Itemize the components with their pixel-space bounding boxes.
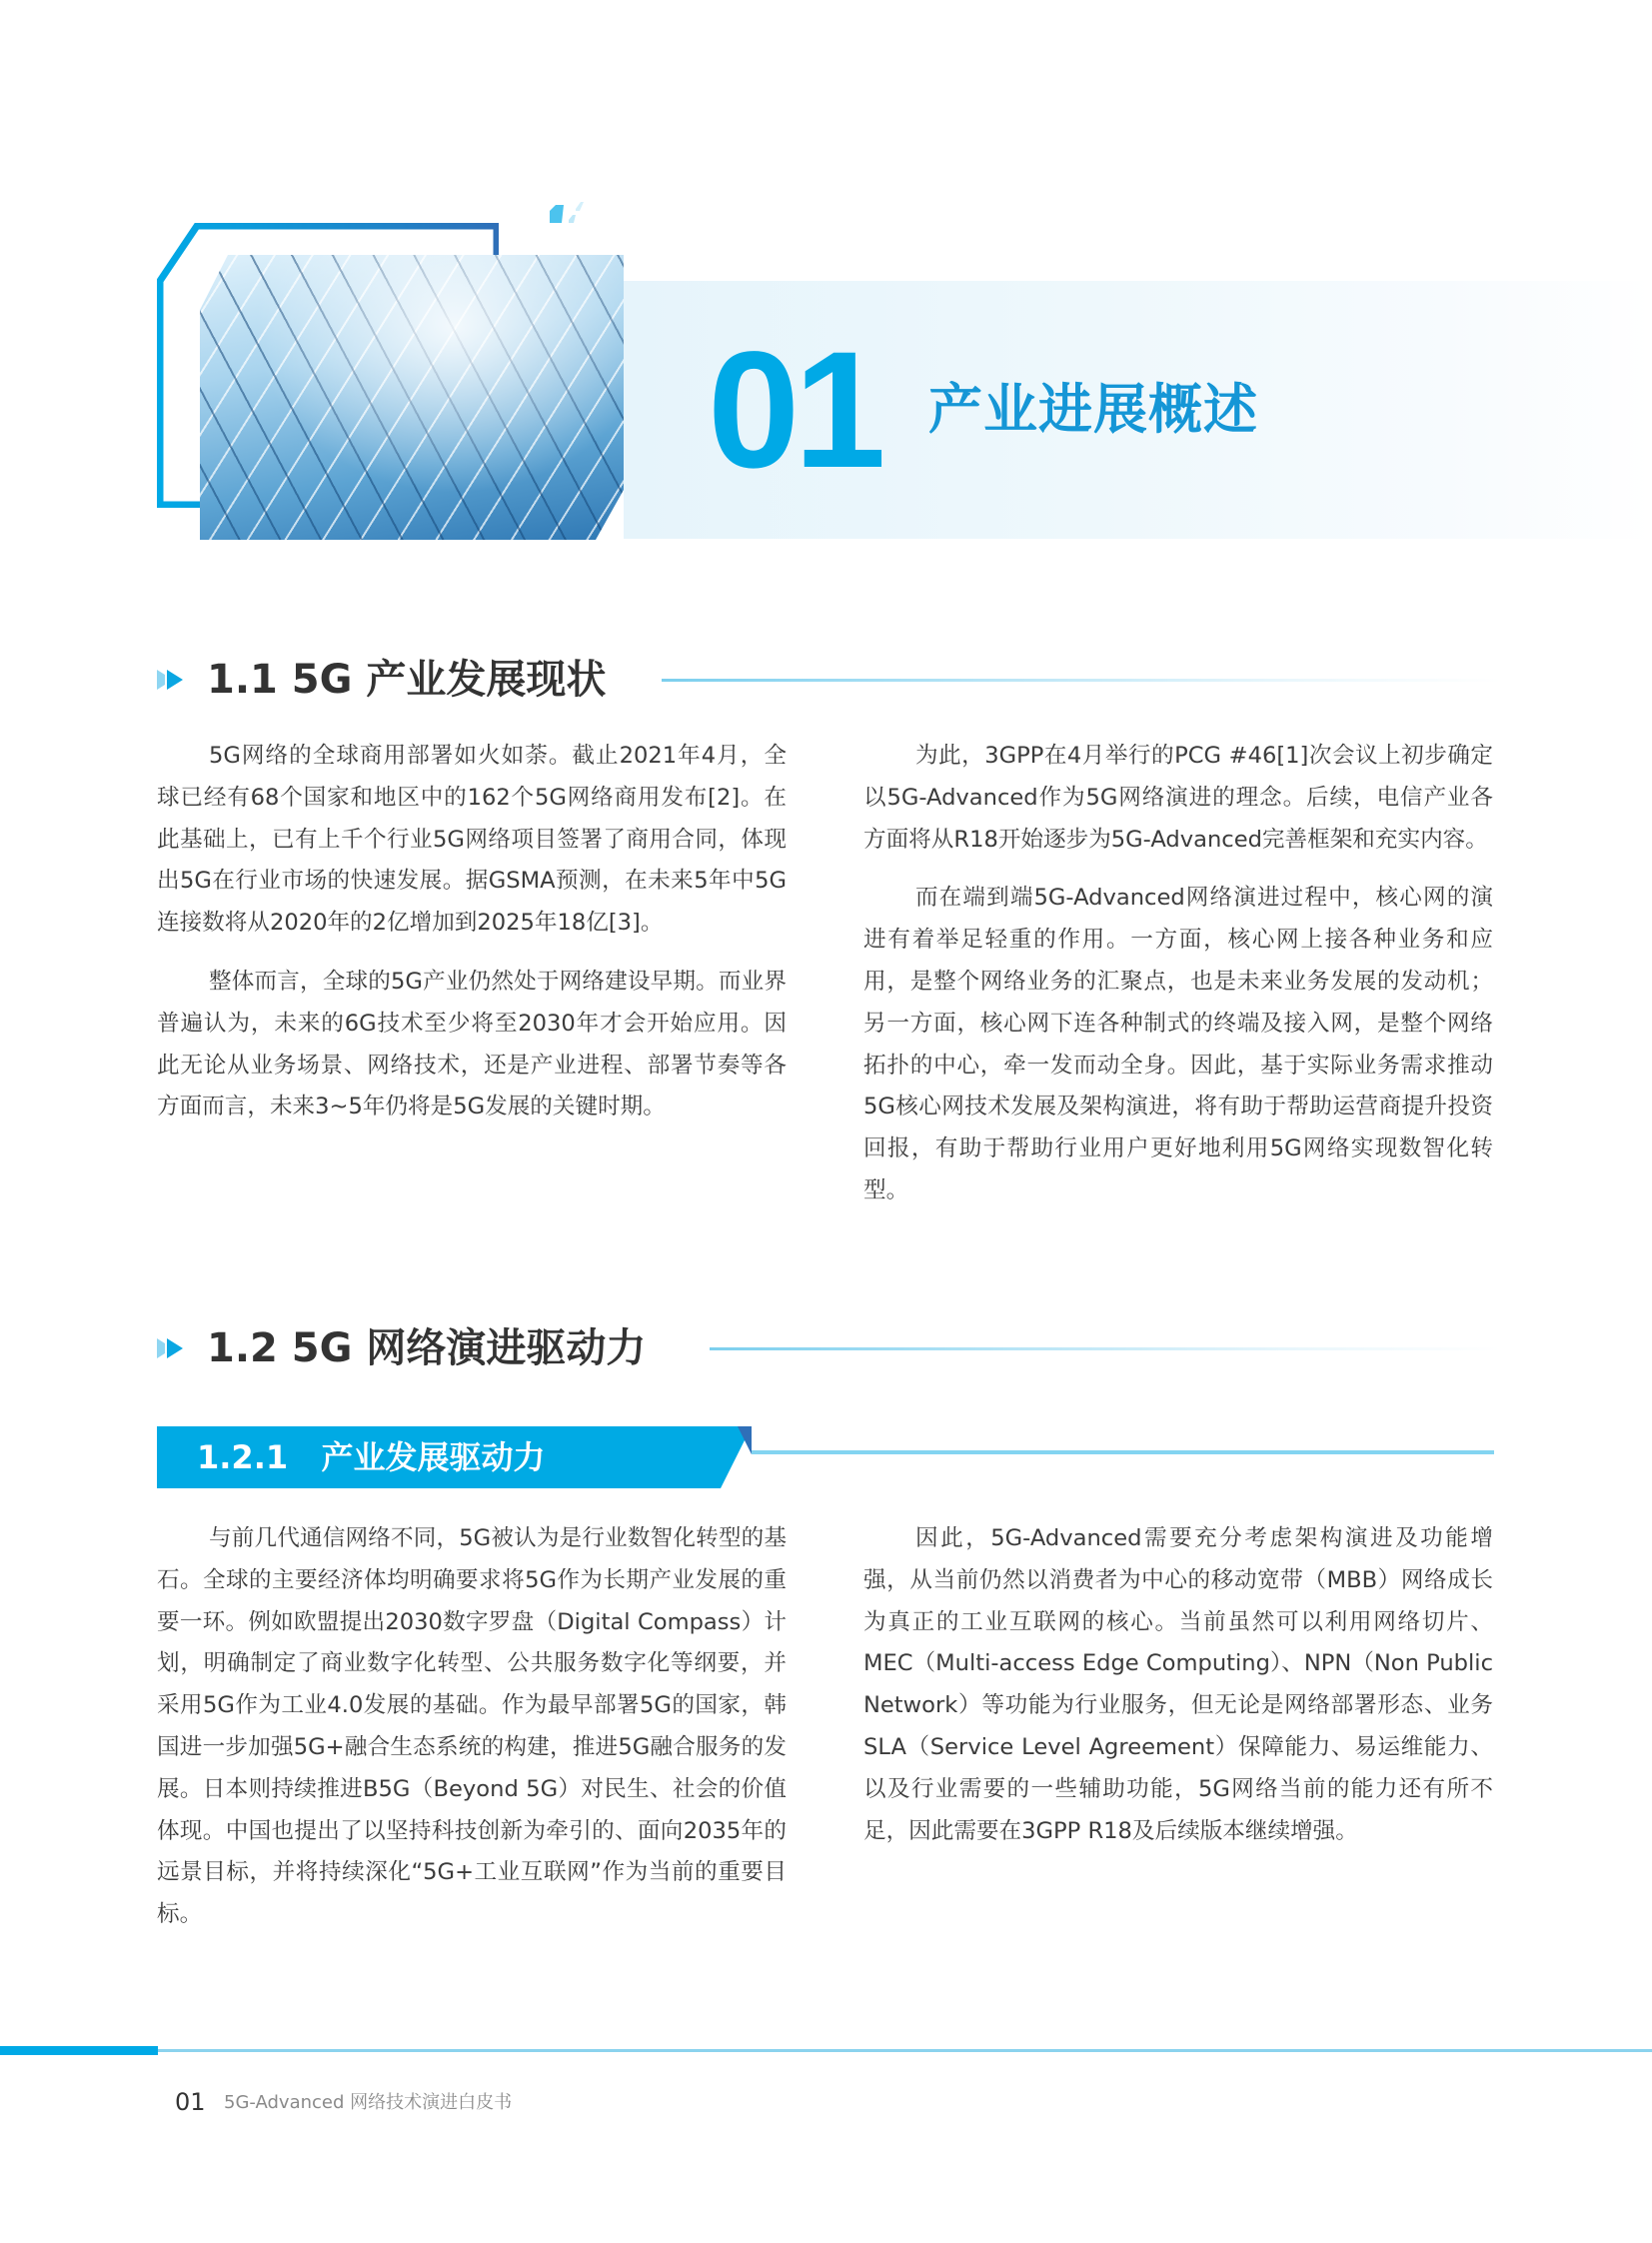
paragraph: 整体而言，全球的5G产业仍然处于网络建设早期。而业界普遍认为，未来的6G技术至少将至2030年才会开始应用。因此无论从业务场景、网络技术，还是产业进程、部署节奏等各方面而言，未来3~5年仍将是5G发展的关键时期。 xyxy=(157,968,787,1121)
section-heading-1-1 xyxy=(157,655,606,705)
section-divider-line xyxy=(710,1347,1501,1350)
paragraph: 与前几代通信网络不同，5G被认为是行业数智化转型的基石。全球的主要经济体均明确要求将5G作为长期产业发展的重要一环。例如欧盟提出2030数字罗盘（Digital Compass）计划，明确制定了商业数字化转型、公共服务数字化等纲要，并采用5G作为工业4.0发展的基础。作为最早部署5G的国家，韩国进一步加强5G+融合生态系统的构建，推进5G融合服务的发展。日本则持续推进B5G（Beyond 5G）对民生、社会的价值体现。中国也提出了以坚持科技创新为牵引的、面向2035年的远景目标，并将持续深化“5G+工业互联网”作为当前的重要目标。 xyxy=(157,1525,787,1928)
paragraph: 为此，3GPP在4月举行的PCG #46[1]次会议上初步确定以5G-Advanced作为5G网络演进的理念。后续，电信产业各方面将从R18开始逐步为5G-Advanced完善框架和充实内容。 xyxy=(863,743,1493,853)
section-1-1-left-column xyxy=(157,736,787,1145)
section-1-2-1-right-column xyxy=(863,1518,1493,1869)
chapter-title: 产业进展概述 xyxy=(928,378,1258,441)
paragraph: 5G网络的全球商用部署如火如荼。截止2021年4月，全球已经有68个国家和地区中的162个5G网络商用发布[2]。在此基础上，已有上千个行业5G网络项目签署了商用合同，体现出5G在行业市场的快速发展。据GSMA预测，在未来5年中5G连接数将从2020年的2亿增加到2025年18亿[3]。 xyxy=(157,743,787,937)
footer-divider-line xyxy=(158,2049,1652,2052)
subsection-title: 1.2.1 产业发展驱动力 xyxy=(197,1438,546,1476)
decorative-dots-icon xyxy=(548,200,588,230)
section-1-2-1-left-column xyxy=(157,1518,787,1953)
page-number: 01 xyxy=(175,2088,206,2116)
footer-accent-bar xyxy=(0,2046,158,2055)
paragraph: 而在端到端5G-Advanced网络演进过程中，核心网的演进有着举足轻重的作用。一方面，核心网上接各种业务和应用，是整个网络业务的汇聚点，也是未来业务发展的发动机；另一方面，核心网下连各种制式的终端及接入网，是整个网络拓扑的中心，牵一发而动全身。因此，基于实际业务需求推动5G核心网技术发展及架构演进，将有助于帮助运营商提升投资回报，有助于帮助行业用户更好地利用5G网络实现数智化转型。 xyxy=(863,885,1493,1203)
section-divider-line xyxy=(662,679,1501,682)
double-triangle-icon xyxy=(157,1336,193,1360)
document-title: 5G-Advanced 网络技术演进白皮书 xyxy=(224,2092,513,2113)
section-title: 1.2 5G 网络演进驱动力 xyxy=(207,1325,647,1371)
section-heading-1-2 xyxy=(157,1323,646,1373)
chapter-number: 01 xyxy=(708,318,880,503)
double-triangle-icon xyxy=(157,668,193,692)
building-photo-highlight xyxy=(200,255,624,540)
section-title: 1.1 5G 产业发展现状 xyxy=(207,657,607,703)
section-1-1-right-column xyxy=(863,736,1493,1229)
subsection-divider-line xyxy=(752,1450,1494,1454)
paragraph: 因此，5G-Advanced需要充分考虑架构演进及功能增强，从当前仍然以消费者为中心的移动宽带（MBB）网络成长为真正的工业互联网的核心。当前虽然可以利用网络切片、MEC（Multi-access Edge Computing）、NPN（Non Public Network）等功能为行业服务，但无论是网络部署形态、业务SLA（Service Level Agreement）保障能力、易运维能力、以及行业需要的一些辅助功能，5G网络当前的能力还有所不足，因此需要在3GPP R18及后续版本继续增强。 xyxy=(863,1525,1493,1844)
